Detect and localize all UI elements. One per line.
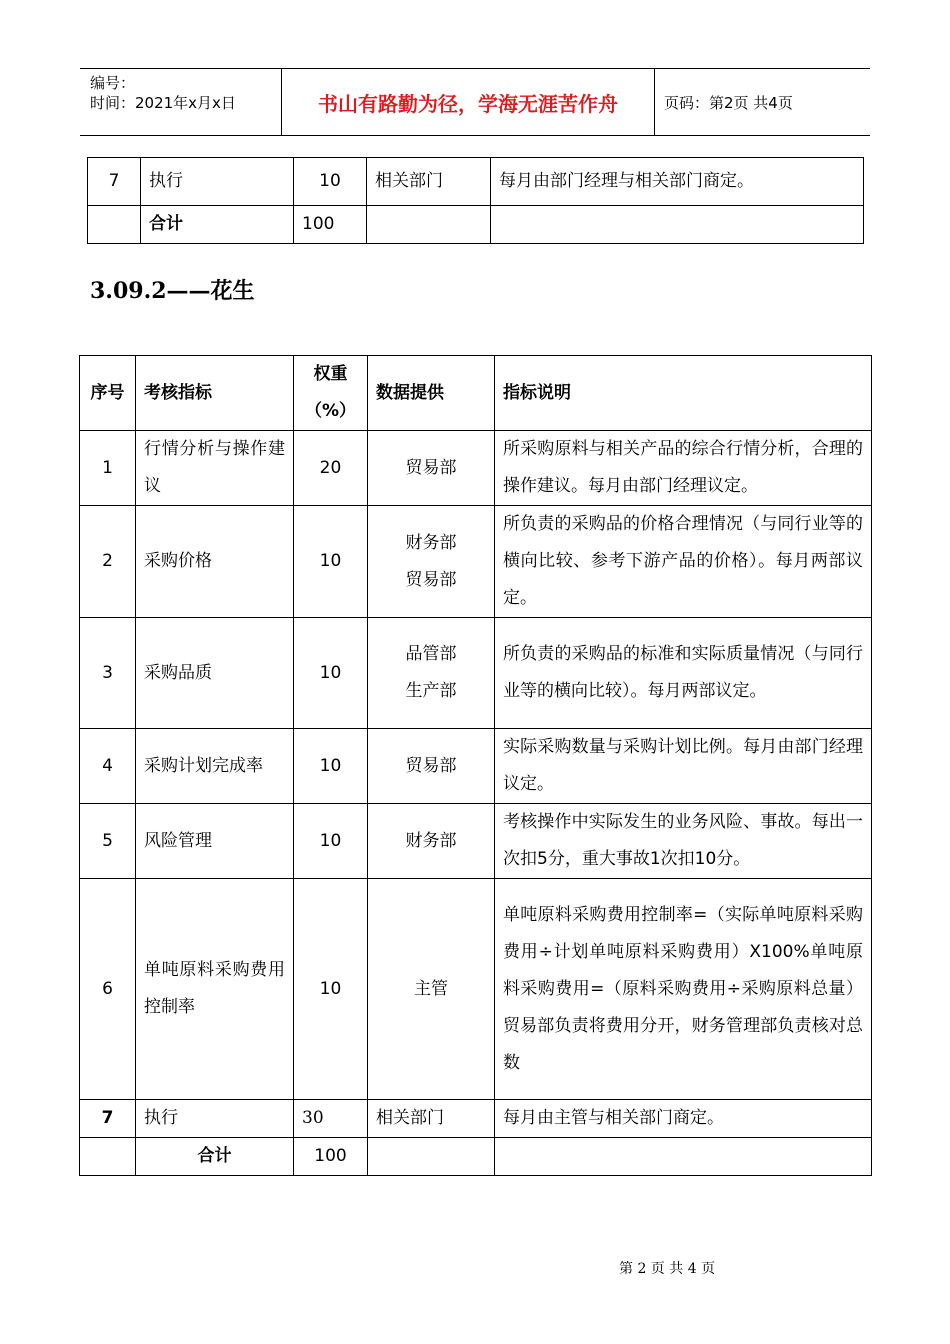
header-desc: 指标说明 xyxy=(495,356,872,431)
header-weight-line2: （%） xyxy=(304,401,357,421)
cell-indicator: 风险管理 xyxy=(136,804,294,879)
table-row xyxy=(80,618,872,729)
page-footer: 第 2 页 共 4 页 xyxy=(619,1261,716,1277)
cell-provider: 贸易部 xyxy=(368,729,495,804)
header-divider xyxy=(654,69,655,135)
header-weight-line1: 权重 xyxy=(313,364,348,384)
provider-line: 生产部 xyxy=(405,681,457,701)
table-row xyxy=(80,431,872,506)
cell-weight: 30 xyxy=(294,1100,368,1138)
cell-provider: 相关部门 xyxy=(368,1100,495,1138)
cell-no: 2 xyxy=(80,506,136,618)
cell-indicator: 行情分析与操作建议 xyxy=(136,431,294,506)
header-page-info: 页码：第2页 共4页 xyxy=(664,93,793,112)
cell-no: 6 xyxy=(80,879,136,1100)
cell-desc: 所负责的采购品的价格合理情况（与同行业等的横向比较、参考下游产品的价格）。每月两部议定。 xyxy=(495,506,872,618)
cell-indicator: 执行 xyxy=(141,158,294,206)
cell-weight: 20 xyxy=(294,431,368,506)
cell-no xyxy=(80,1138,136,1176)
table-row xyxy=(88,206,864,244)
cell-provider: 贸易部 xyxy=(368,431,495,506)
cell-desc: 考核操作中实际发生的业务风险、事故。每出一次扣5分，重大事故1次扣10分。 xyxy=(495,804,872,879)
cell-indicator: 采购价格 xyxy=(136,506,294,618)
assessment-table xyxy=(79,355,872,1176)
table-row xyxy=(88,158,864,206)
cell-desc: 所采购原料与相关产品的综合行情分析，合理的操作建议。每月由部门经理议定。 xyxy=(495,431,872,506)
cell-weight: 100 xyxy=(294,1138,368,1176)
cell-indicator: 采购计划完成率 xyxy=(136,729,294,804)
cell-provider xyxy=(367,206,491,244)
cell-provider xyxy=(368,1138,495,1176)
cell-desc xyxy=(491,206,864,244)
table-row xyxy=(80,729,872,804)
cell-provider: 财务部 xyxy=(368,804,495,879)
cell-provider: 相关部门 xyxy=(367,158,491,206)
top-table xyxy=(87,157,864,244)
provider-line: 品管部 xyxy=(405,644,457,664)
cell-no: 7 xyxy=(88,158,141,206)
cell-no xyxy=(88,206,141,244)
table-header-row xyxy=(80,356,872,431)
cell-provider xyxy=(368,506,495,618)
table-row xyxy=(80,879,872,1100)
table-row xyxy=(80,1138,872,1176)
cell-indicator: 采购品质 xyxy=(136,618,294,729)
cell-no: 4 xyxy=(80,729,136,804)
time-label: 时间：2021年x月x日 xyxy=(90,94,236,112)
table-row xyxy=(80,804,872,879)
code-label: 编号： xyxy=(90,74,136,92)
provider-line: 贸易部 xyxy=(405,569,457,590)
table-row xyxy=(80,506,872,618)
cell-desc: 每月由部门经理与相关部门商定。 xyxy=(491,158,864,206)
cell-no: 3 xyxy=(80,618,136,729)
cell-no: 5 xyxy=(80,804,136,879)
cell-weight: 10 xyxy=(294,804,368,879)
cell-desc xyxy=(495,1138,872,1176)
cell-weight: 100 xyxy=(294,206,367,244)
cell-desc: 所负责的采购品的标准和实际质量情况（与同行业等的横向比较）。每月两部议定。 xyxy=(495,618,872,729)
cell-indicator: 合计 xyxy=(136,1138,294,1176)
header-no: 序号 xyxy=(80,356,136,431)
cell-weight: 10 xyxy=(294,618,368,729)
provider-line: 财务部 xyxy=(405,532,457,553)
cell-weight: 10 xyxy=(294,879,368,1100)
header-indicator: 考核指标 xyxy=(136,356,294,431)
header-meta xyxy=(90,73,236,113)
cell-indicator: 单吨原料采购费用控制率 xyxy=(136,879,294,1100)
cell-provider: 主管 xyxy=(368,879,495,1100)
cell-indicator: 合计 xyxy=(141,206,294,244)
cell-desc: 每月由主管与相关部门商定。 xyxy=(495,1100,872,1138)
cell-indicator: 执行 xyxy=(136,1100,294,1138)
header-weight xyxy=(294,356,368,431)
cell-weight: 10 xyxy=(294,729,368,804)
cell-desc: 单吨原料采购费用控制率=（实际单吨原料采购费用÷计划单吨原料采购费用）X100%单吨原料采购费用=（原料采购费用÷采购原料总量）贸易部负责将费用分开，财务管理部负责核对总数 xyxy=(495,879,872,1100)
cell-provider xyxy=(368,618,495,729)
cell-weight: 10 xyxy=(294,158,367,206)
header-provider: 数据提供 xyxy=(368,356,495,431)
cell-weight: 10 xyxy=(294,506,368,618)
cell-no: 1 xyxy=(80,431,136,506)
cell-desc: 实际采购数量与采购计划比例。每月由部门经理议定。 xyxy=(495,729,872,804)
section-heading: 3.09.2——花生 xyxy=(90,278,255,304)
cell-no: 7 xyxy=(80,1100,136,1138)
table-row xyxy=(80,1100,872,1138)
page-header xyxy=(80,68,870,136)
header-motto: 书山有路勤为径，学海无涯苦作舟 xyxy=(318,91,618,116)
